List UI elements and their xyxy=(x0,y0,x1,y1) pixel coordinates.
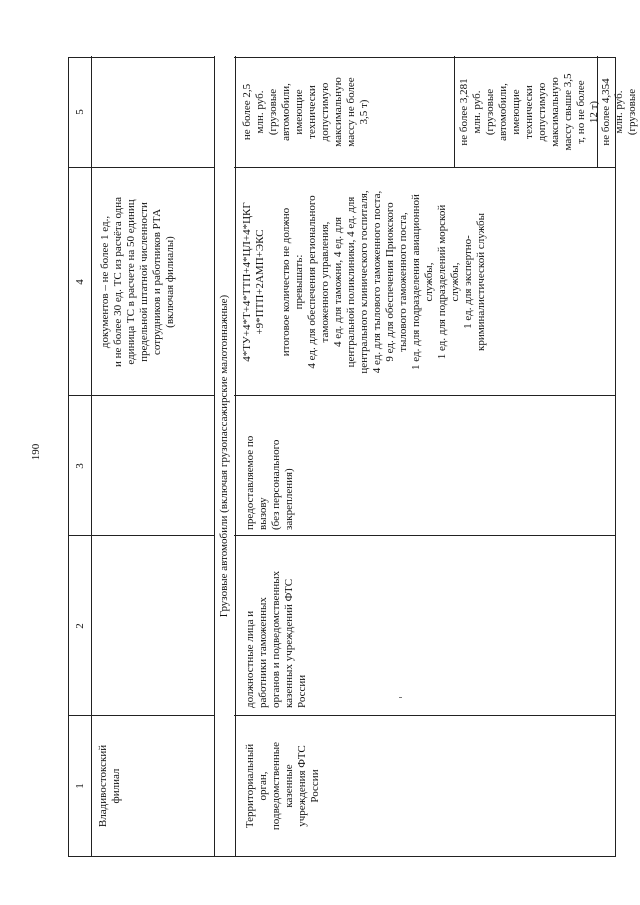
col-header-4: 4 xyxy=(74,279,86,285)
col-header-1: 1 xyxy=(74,783,86,789)
col-header-3: 3 xyxy=(74,463,86,469)
cargo-col4: 4*ТУ+4*Т+4*ТТП+4*ЦЛ+4*ЦКГ +9*ПТП+2АМП+ЭКС итоговое количество не должно превышать: 4 ед. для обеспечения регионального таможенного управления, 4 ед. для таможни, 4 ед. для центральной поликлиники, 4 ед. для центрального клинического госпиталя, 4 ед. для тылового таможенного поста, 9 ед. для обеспечения Приокского тылового таможенного поста, 1 ед. для подразделения авиационной службы, 1 ед. для подразделений морской службы, 1 ед. для экспертно- криминалистической службы xyxy=(241,190,487,374)
cargo-col5-2: не более 3,281 млн. руб. (грузовые автомобили, имеющие технически допустимую максимальную массу свыше 3,5 т, но не более 12 т) xyxy=(458,73,600,151)
col-header-2: 2 xyxy=(74,623,86,629)
col-divider xyxy=(69,715,615,716)
col-divider xyxy=(69,535,615,536)
cargo-col5-3: не более 4,354 млн. руб. (грузовые xyxy=(600,78,638,146)
cargo-col1: Территориальный орган, подведомственные казенные учреждения ФТС России xyxy=(244,741,321,831)
cargo-col2: должностные лица и работники таможенных органов и подведомственных казенных учреждений ФТС России xyxy=(244,570,308,708)
header-divider xyxy=(91,56,92,856)
col-header-5: 5 xyxy=(74,109,86,115)
cargo-col5-1: не более 2,5 млн. руб. (грузовые автомобили, имеющие технически допустимую максимальную массу не более 3,5 т) xyxy=(241,77,370,147)
cargo-col3: предоставляемое по вызову (без персонального закрепления) xyxy=(244,435,295,530)
table xyxy=(68,57,638,857)
page-number: 190 xyxy=(30,443,42,461)
col5-divider xyxy=(454,56,455,168)
branch-name: Владивостокский филиал xyxy=(97,744,122,828)
section-title: Грузовые автомобили (включая грузопассажирские малотоннажные) xyxy=(218,294,230,618)
scan-speck xyxy=(399,697,402,698)
top-row-col4: документов – не более 1 ед., и не более 30 ед. ТС из расчёта одна единица ТС в расчете на 50 единиц предельной штатной численности сотрудников и работников РТА (включая филиалы) xyxy=(99,196,176,368)
section-bottom-line xyxy=(235,56,236,856)
rotated-table xyxy=(68,57,638,857)
